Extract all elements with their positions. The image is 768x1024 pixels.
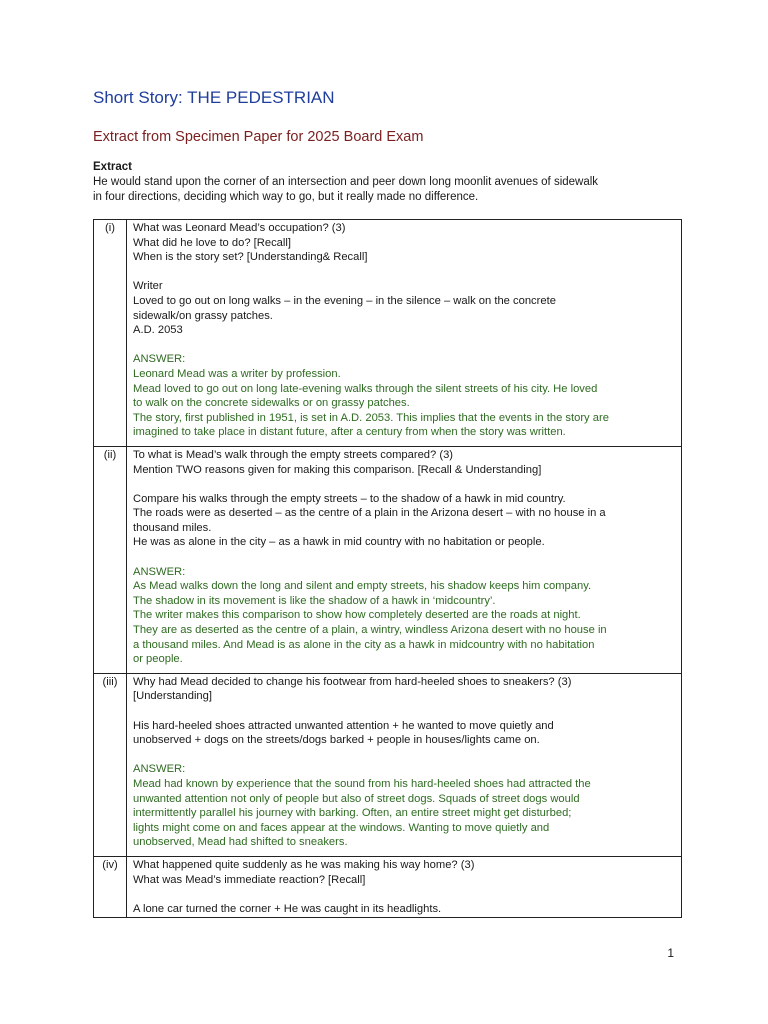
point-line: unobserved + dogs on the streets/dogs barked + people in houses/lights came on. [133,734,540,747]
answer-line: They are as deserted as the centre of a plain, a wintry, windless Arizona desert with no house in [133,624,607,637]
answer-line: The shadow in its movement is like the shadow of a hawk in ‘midcountry’. [133,594,496,607]
question-line: What did he love to do? [Recall] [133,236,291,249]
question-row [94,673,682,856]
answer-line: to walk on the concrete sidewalks or on grassy patches. [133,397,410,410]
extract-line: in four directions, deciding which way to go, but it really made no difference. [93,190,479,203]
answer-line: unwanted attention not only of people but also of street dogs. Squads of street dogs would [133,792,580,805]
answer-line: Mead had known by experience that the sound from his hard-heeled shoes had attracted the [133,777,591,790]
extract-line: He would stand upon the corner of an intersection and peer down long moonlit avenues of sidewalk [93,176,599,188]
questions-table [93,219,682,918]
answer-line: a thousand miles. And Mead is as alone in the city as a hawk in midcountry with no habitation [133,638,595,651]
answer-line: The writer makes this comparison to show how completely deserted are the roads at night. [133,609,581,622]
extract-label: Extract [93,161,132,173]
answer-label: ANSWER: [133,353,186,366]
point-line: The roads were as deserted – as the centre of a plain in the Arizona desert – with no house in a [133,507,606,520]
question-line: Why had Mead decided to change his footwear from hard-heeled shoes to sneakers? (3) [133,675,572,688]
question-row [94,446,682,673]
question-line: What happened quite suddenly as he was making his way home? (3) [133,858,475,871]
answer-line: imagined to take place in distant future, after a century from when the story was written. [133,426,566,439]
answer-line: or people. [133,653,183,666]
answer-line: As Mead walks down the long and silent and empty streets, his shadow keeps him company. [133,580,592,593]
point-line: Loved to go out on long walks – in the evening – in the silence – walk on the concrete [133,294,556,307]
page-number: 1 [667,946,674,960]
answer-label: ANSWER: [133,565,186,578]
question-row [94,220,682,447]
answer-line: lights might come on and faces appear at the windows. Wanting to move quietly and [133,821,550,834]
answer-line: intermittently parallel his journey with barking. Often, an entire street might get disturbed; [133,807,572,820]
point-line: A.D. 2053 [133,324,183,337]
point-line: He was as alone in the city – as a hawk in mid country with no habitation or people. [133,536,545,549]
point-line: thousand miles. [133,521,212,534]
answer-line: The story, first published in 1951, is set in A.D. 2053. This implies that the events in the story are [133,411,609,424]
question-line: Mention TWO reasons given for making this comparison. [Recall & Understanding] [133,463,542,476]
point-line: His hard-heeled shoes attracted unwanted attention + he wanted to move quietly and [133,719,554,732]
point-line: Compare his walks through the empty streets – to the shadow of a hawk in mid country. [133,492,566,505]
point-line: sidewalk/on grassy patches. [133,309,273,322]
question-body [127,220,682,447]
subtitle: Extract from Specimen Paper for 2025 Board Exam [93,129,424,145]
question-number: (ii) [94,446,127,673]
question-number: (iv) [94,856,127,917]
extract-text [93,175,693,204]
question-line: To what is Mead’s walk through the empty streets compared? (3) [133,448,454,461]
question-number: (iii) [94,673,127,856]
point-line: A lone car turned the corner + He was caught in its headlights. [133,902,442,915]
question-line: [Understanding] [133,690,212,703]
question-line: What was Leonard Mead’s occupation? (3) [133,222,346,234]
point-line: Writer [133,280,163,293]
page-title: Short Story: THE PEDESTRIAN [93,88,335,107]
question-line: What was Mead’s immediate reaction? [Recall] [133,873,366,886]
answer-line: Leonard Mead was a writer by profession. [133,367,341,380]
question-body [127,856,682,917]
answer-line: unobserved, Mead had shifted to sneakers. [133,836,348,849]
question-line: When is the story set? [Understanding& Recall] [133,251,368,264]
answer-label: ANSWER: [133,763,186,776]
answer-line: Mead loved to go out on long late-evening walks through the silent streets of his city. He loved [133,382,598,395]
question-row [94,856,682,917]
question-body [127,673,682,856]
question-body [127,446,682,673]
question-number: (i) [94,220,127,447]
